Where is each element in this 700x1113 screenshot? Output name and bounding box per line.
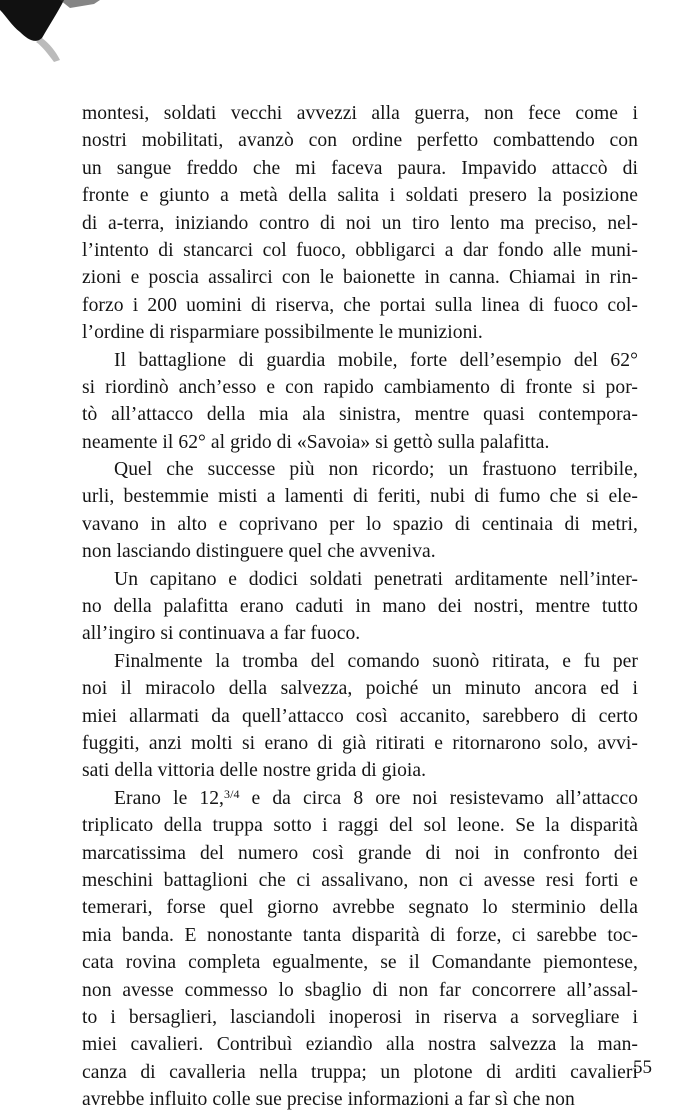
text-line: all’ingiro si continuava a far fuoco. xyxy=(82,623,361,645)
text-line: canza di cavalleria nella truppa; un plotone di arditi cavalieri xyxy=(82,1061,638,1083)
text-line: sati della vittoria delle nostre grida di gioia. xyxy=(82,760,427,782)
text-line: temerari, forse quel giorno avrebbe segnato lo sterminio della xyxy=(82,897,638,919)
paragraph xyxy=(82,100,638,347)
paragraph xyxy=(82,566,638,648)
text-line: triplicato della truppa sotto i raggi del sol leone. Se la disparità xyxy=(82,815,638,837)
text-line: non lasciando distinguere quel che avveniva. xyxy=(82,541,436,563)
text-line: marcatissima del numero così grande di noi in confronto dei xyxy=(82,842,638,864)
text-line: fronte e giunto a metà della salita i soldati presero la posizione xyxy=(82,185,638,207)
text-line: montesi, soldati vecchi avvezzi alla guerra, non fece come i xyxy=(82,103,638,124)
text-line: un sangue freddo che mi faceva paura. Impavido attaccò di xyxy=(82,157,638,179)
text-line: to i bersaglieri, lasciandoli inoperosi in riserva a sorvegliare i xyxy=(82,1006,638,1028)
text-line: cata rovina completa egualmente, se il Comandante piemontese, xyxy=(82,952,638,974)
scan-smudge-mark xyxy=(0,0,110,80)
text-line: avrebbe influito colle sue precise informazioni a far sì che non xyxy=(82,1089,575,1111)
text-line: forzo i 200 uomini di riserva, che portai sulla linea di fuoco col- xyxy=(82,294,638,316)
text-line: Un capitano e dodici soldati penetrati arditamente nell’inter- xyxy=(114,568,638,590)
text-line: urli, bestemmie misti a lamenti di feriti, nubi di fumo che si ele- xyxy=(82,486,638,508)
text-line: non avesse commesso lo sbaglio di non far concorrere all’assal- xyxy=(82,979,638,1001)
paragraph xyxy=(82,456,638,566)
text-line: Il battaglione di guardia mobile, forte dell’esempio del 62° xyxy=(114,349,638,371)
text-line: vavano in alto e coprivano per lo spazio di centinaia di metri, xyxy=(82,513,638,535)
page-body xyxy=(82,100,638,1113)
text-line: miei cavalieri. Contribuì eziandìo alla nostra salvezza la man- xyxy=(82,1034,638,1056)
page-number: 55 xyxy=(633,1057,652,1078)
paragraph xyxy=(82,785,638,1113)
text-line: no della palafitta erano caduti in mano dei nostri, mentre tutto xyxy=(82,596,638,618)
text-line: si riordinò anch’esso e con rapido cambiamento di fronte si por- xyxy=(82,376,638,398)
text-line: l’ordine di risparmiare possibilmente le munizioni. xyxy=(82,322,483,344)
text-line: miei allarmati da quell’attacco così accanito, sarebbero di certo xyxy=(82,705,638,727)
text-line: Erano le 12,$^{3/4}$ e da circa 8 ore noi resistevamo all’attacco xyxy=(114,786,638,809)
text-line: zioni e poscia assalirci con le baionette in canna. Chiamai in rin- xyxy=(82,267,638,289)
text-line: Finalmente la tromba del comando suonò ritirata, e fu per xyxy=(114,650,638,672)
text-line: di a-terra, iniziando contro di noi un tiro lento ma preciso, nel- xyxy=(82,212,638,234)
text-line: neamente il 62° al grido di «Savoia» si gettò sulla palafitta. xyxy=(82,431,550,453)
text-line: fuggiti, anzi molti si erano di già ritirati e ritornarono solo, avvi- xyxy=(82,732,638,754)
text-line: tò all’attacco della mia ala sinistra, mentre quasi contempora- xyxy=(82,404,638,426)
text-line: nostri mobilitati, avanzò con ordine perfetto combattendo con xyxy=(82,130,638,152)
text-line: noi il miracolo della salvezza, poiché un minuto ancora ed i xyxy=(82,678,638,700)
paragraph xyxy=(82,347,638,457)
text-line: l’intento di stancarci col fuoco, obbligarci a dar fondo alle muni- xyxy=(82,239,638,261)
text-line: Quel che successe più non ricordo; un frastuono terribile, xyxy=(114,459,638,481)
text-line: meschini battaglioni che ci assalivano, non ci avesse resi forti e xyxy=(82,869,638,891)
text-line: mia banda. E nonostante tanta disparità di forze, ci sarebbe toc- xyxy=(82,924,638,946)
paragraph xyxy=(82,648,638,785)
